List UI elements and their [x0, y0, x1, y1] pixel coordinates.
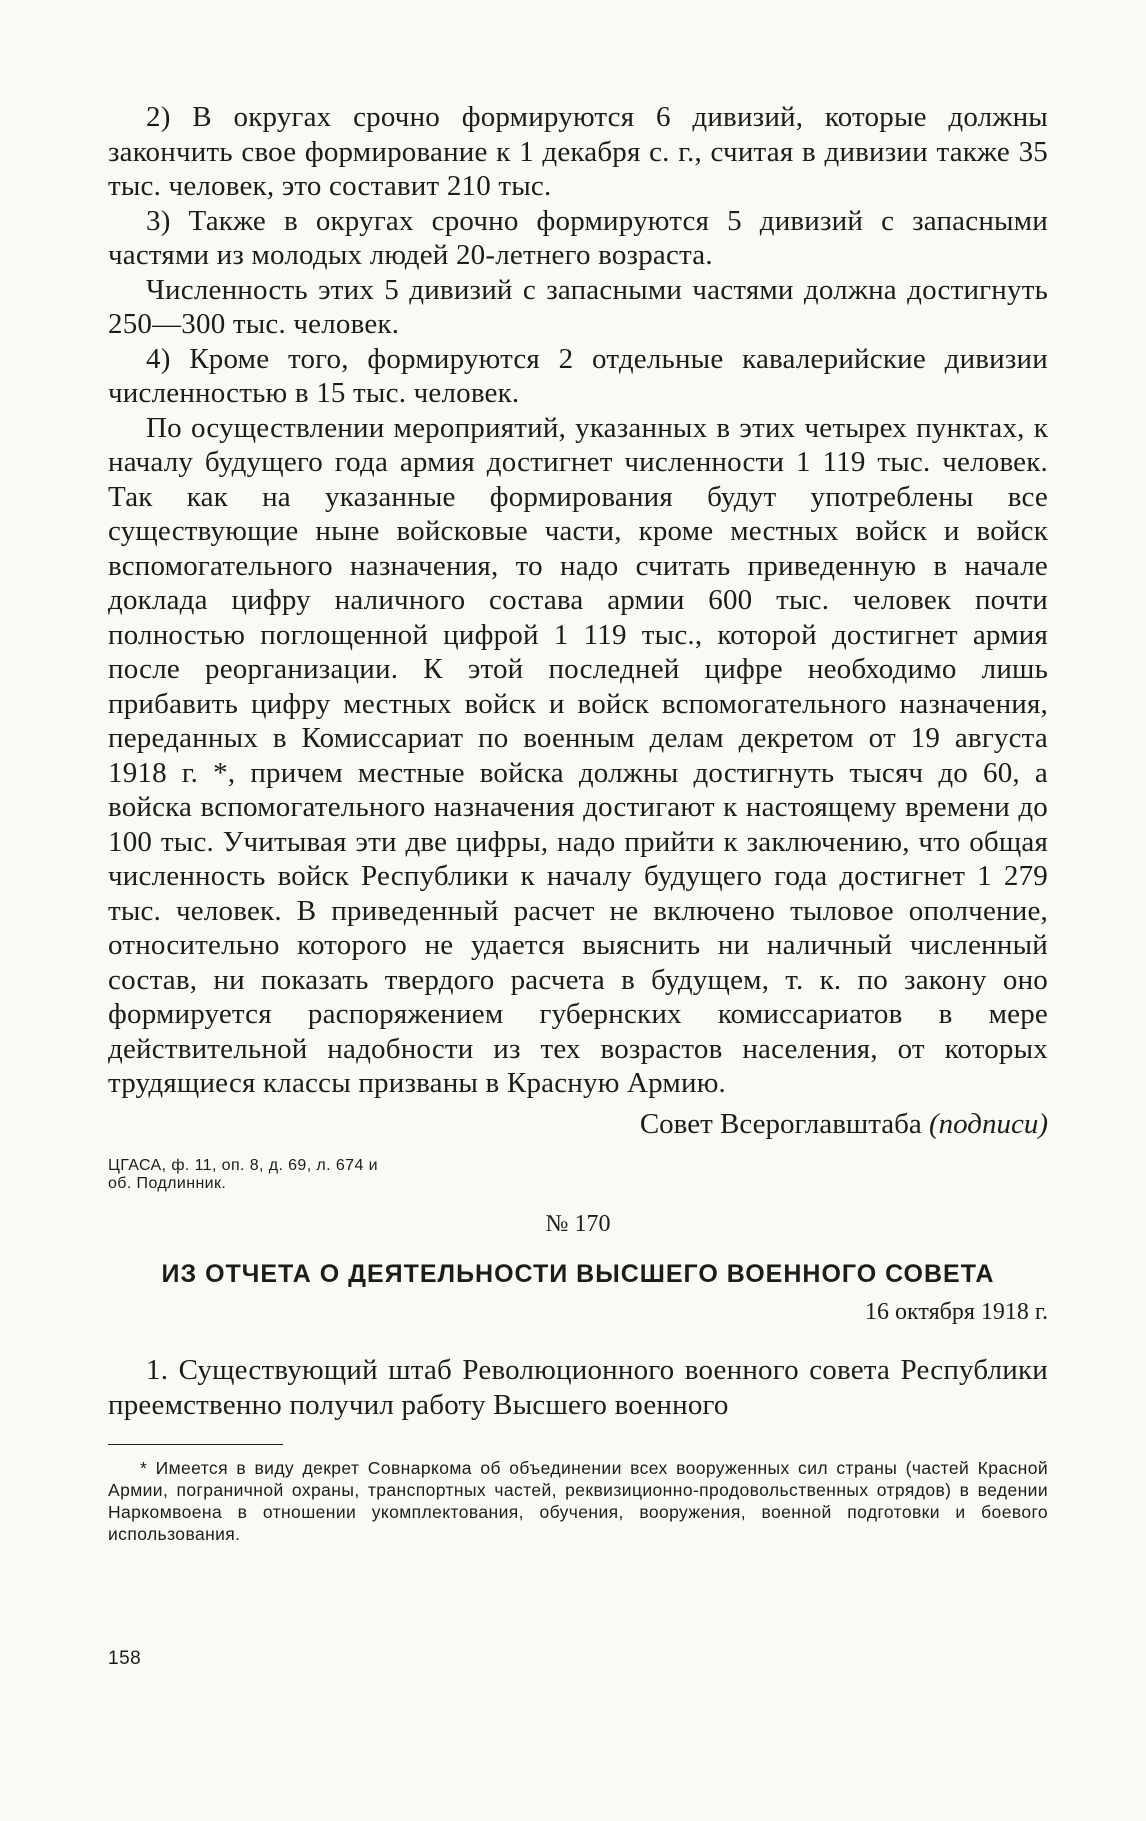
document-first-paragraph: 1. Существующий штаб Революционного военного совета Республики преемственно получил работу Высшего военного [108, 1354, 1048, 1421]
document-number: № 170 [545, 1211, 611, 1237]
paragraph-item-3: 3) Также в округах срочно формируются 5 дивизий с запасными частями из молодых людей 20-летнего возраста. [108, 204, 1048, 271]
signature-note: (подписи) [929, 1107, 1048, 1140]
paragraph-summary: По осуществлении мероприятий, указанных в этих четырех пунктах, к началу будущего года армия достигнет численности 1 119 тыс. человек. Так как на указанные формирования будут употреблены все существующие ныне войсковые части, кроме местных войск и войск вспомогательного назначения, то надо считать приведенную в начале доклада цифру наличного состава армии 600 тыс. человек почти полностью поглощенной цифрой 1 119 тыс., которой достигнет армия после реорганизации. К этой последней цифре необходимо лишь прибавить цифру местных войск и войск вспомогательного назначения, переданных в Комиссариат по военным делам декретом от 19 августа 1918 г. *, причем местные войска должны достигнуть тысяч до 60, а войска вспомогательного назначения достигают к настоящему времени до 100 тыс. Учитывая эти две цифры, надо прийти к заключению, что общая численность войск Республики к началу будущего года достигнет 1 279 тыс. человек. В приведенный расчет не включено тыловое ополчение, относительно которого не удается выяснить ни наличный численный состав, ни показать твердого расчета в будущем, т. к. по закону оно формируется распоряжением губернских комиссариатов в мере действительной надобности из тех возрастов населения, от которых трудящиеся классы призваны в Красную Армию. [108, 411, 1048, 1099]
paragraph-item-4: 4) Кроме того, формируются 2 отдельные кавалерийские дивизии численностью в 15 тыс. человек. [108, 342, 1048, 409]
archive-source-line-2: об. Подлинник. [108, 1175, 227, 1192]
footnote: * Имеется в виду декрет Совнаркома об объединении всех вооруженных сил страны (частей Красной Армии, пограничной охраны, транспортных частей, реквизиционно-продовольственных отрядов) в ведении Наркомвоена в отношении укомплектования, обучения, вооружения, военной подготовки и боевого использования. [108, 1458, 1048, 1544]
archive-source-line-1: ЦГАСА, ф. 11, оп. 8, д. 69, л. 674 и [108, 1157, 378, 1174]
signature-text: Совет Всероглавштаба [639, 1107, 922, 1140]
document-date: 16 октября 1918 г. [865, 1299, 1048, 1325]
page-number: 158 [108, 1648, 142, 1669]
paragraph-item-3-strength: Численность этих 5 дивизий с запасными частями должна достигнуть 250—300 тыс. человек. [108, 273, 1048, 340]
signature [108, 1107, 1048, 1142]
paragraph-item-2: 2) В округах срочно формируются 6 дивизий, которые должны закончить свое формирование к 1 декабря с. г., считая в дивизии также 35 тыс. человек, это составит 210 тыс. [108, 101, 1048, 202]
document-title: ИЗ ОТЧЕТА О ДЕЯТЕЛЬНОСТИ ВЫСШЕГО ВОЕННОГО СОВЕТА [161, 1260, 995, 1288]
footnote-divider [108, 1444, 283, 1445]
page-body [108, 100, 1048, 1545]
archive-source [108, 1157, 1048, 1193]
